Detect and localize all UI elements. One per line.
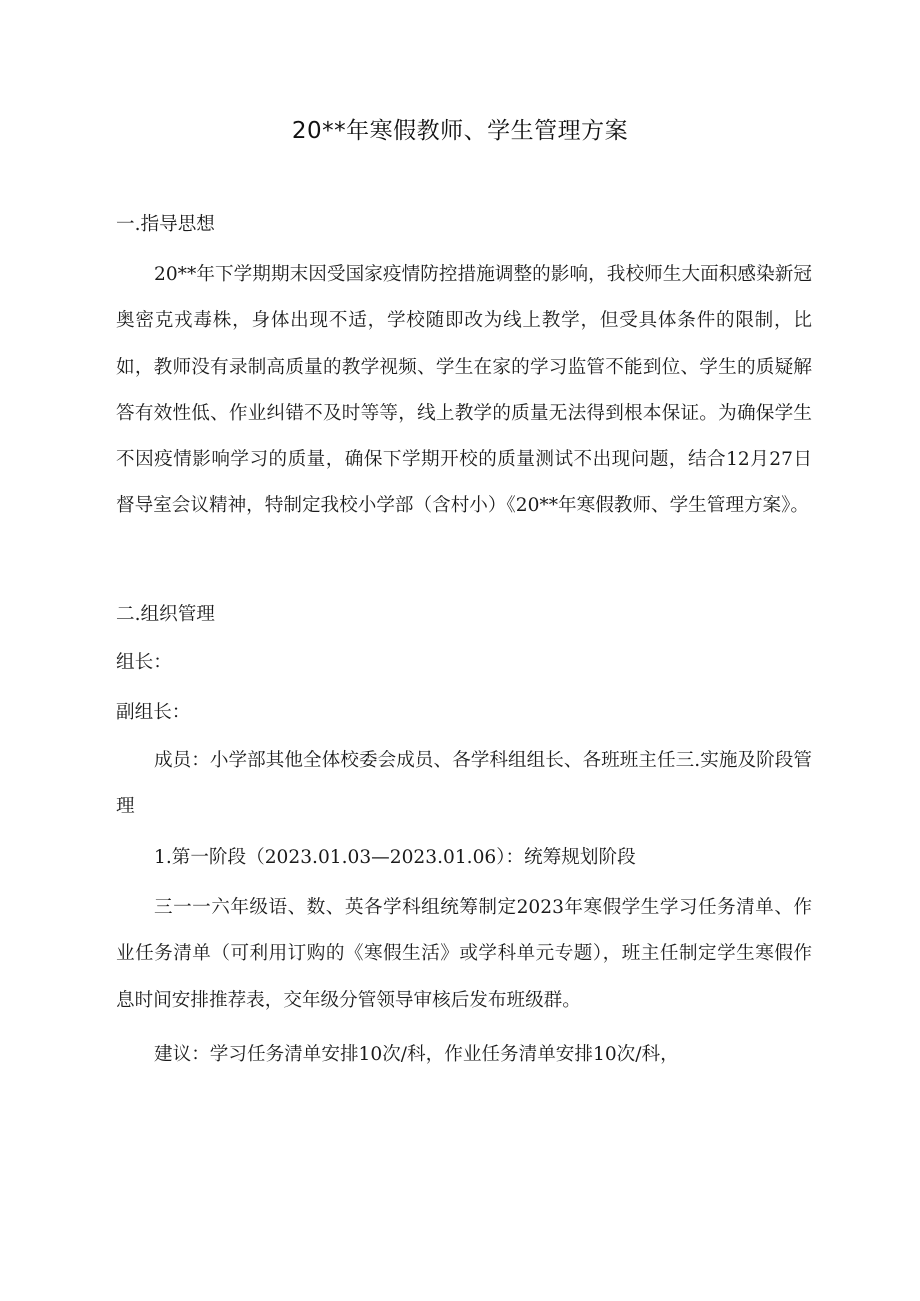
suggestion-line: 建议：学习任务清单安排10次/科，作业任务清单安排10次/科， [154,1044,679,1065]
members-paragraph: 成员：小学部其他全体校委会成员、各学科组组长、各班班主任三.实施及阶段管理 [116,750,812,818]
section-heading-guiding-thought: 一.指导思想 [116,214,215,235]
stage1-paragraph: 三一一六年级语、数、英各学科组统筹制定2023年寒假学生学习任务清单、作业任务清单（可利用订购的《寒假生活》或学科单元专题），班主任制定学生寒假作息时间安排推荐表，交年级分管领导审核后发布班级群。 [116,897,812,1011]
leader-label: 组长： [116,652,172,673]
stage1-heading: 1.第一阶段（2023.01.03—2023.01.06）：统筹规划阶段 [154,847,636,868]
document-title: 20**年寒假教师、学生管理方案 [291,118,629,144]
guiding-thought-paragraph: 20**年下学期期末因受国家疫情防控措施调整的影响，我校师生大面积感染新冠奥密克戎毒株，身体出现不适，学校随即改为线上教学，但受具体条件的限制，比如，教师没有录制高质量的教学视频、学生在家的学习监管不能到位、学生的质疑解答有效性低、作业纠错不及时等等，线上教学的质量无法得到根本保证。为确保学生不因疫情影响学习的质量，确保下学期开校的质量测试不出现问题，结合12月27日督导室会议精神，特制定我校小学部（含村小）《20**年寒假教师、学生管理方案》。 [116,264,812,517]
section-heading-organization: 二.组织管理 [116,604,215,625]
deputy-leader-label: 副组长： [116,702,191,723]
